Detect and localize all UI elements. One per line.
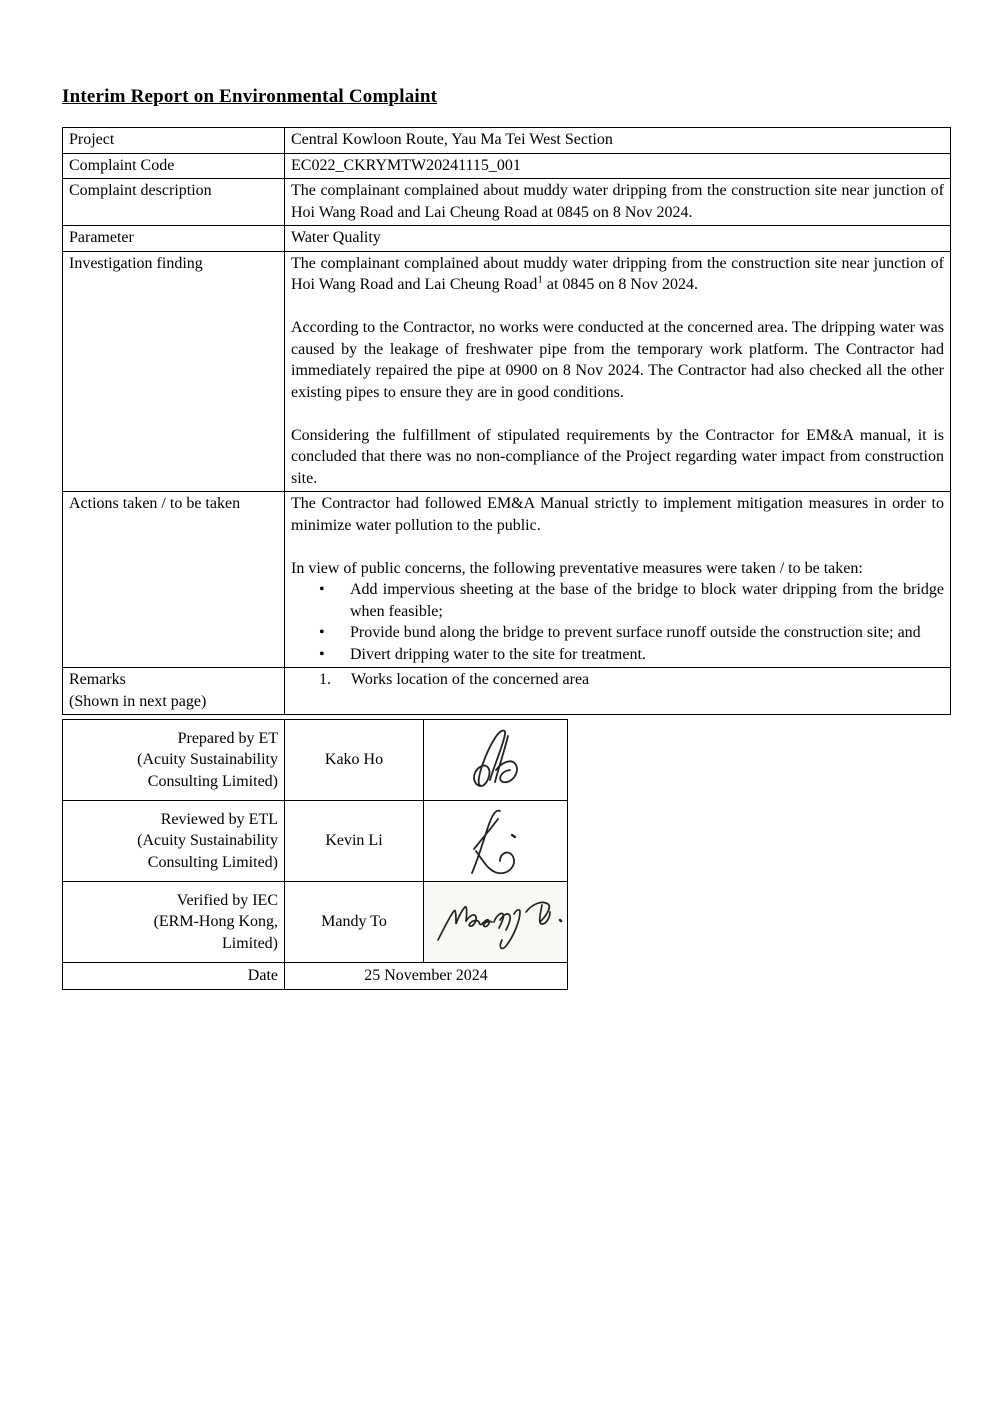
- actions-paragraph-1: The Contractor had followed EM&A Manual strictly to implement mitigation measures in order to minimize water pollution to the public.: [291, 495, 944, 534]
- complaint-description-text: The complainant complained about muddy water dripping from the construction site near junction of Hoi Wang Road and Lai Cheung Road at 0845 on 8 Nov 2024.: [291, 182, 944, 221]
- complaint-code-label: Complaint Code: [63, 153, 285, 179]
- complaint-description-label: Complaint description: [63, 179, 285, 226]
- table-row-complaint-description: [63, 179, 951, 226]
- complaint-code-value: EC022_CKRYMTW20241115_001: [285, 153, 951, 179]
- remarks-value: [285, 668, 951, 715]
- role-line: Consulting Limited): [147, 853, 278, 871]
- investigation-paragraph-1-tail: at 0845 on 8 Nov 2024.: [542, 276, 698, 293]
- remarks-label: [63, 668, 285, 715]
- role-line: Prepared by ET: [177, 729, 278, 747]
- reviewed-by-name: Kevin Li: [285, 801, 424, 882]
- action-bullet-text: Provide bund along the bridge to prevent surface runoff outside the construction site; and: [350, 624, 921, 641]
- role-line: (ERM-Hong Kong,: [153, 913, 278, 931]
- action-bullet-item: [319, 644, 944, 666]
- signature-kevin-li-icon: [436, 803, 556, 879]
- date-value: 25 November 2024: [285, 963, 568, 990]
- parameter-value: Water Quality: [285, 226, 951, 252]
- reviewed-by-signature: [424, 801, 568, 882]
- action-bullet-item: [319, 622, 944, 644]
- role-line: (Acuity Sustainability: [137, 832, 278, 850]
- investigation-finding-label: Investigation finding: [63, 251, 285, 492]
- investigation-finding-value: [285, 251, 951, 492]
- role-line: (Acuity Sustainability: [137, 751, 278, 769]
- action-bullet-text: Add impervious sheeting at the base of the bridge to block water dripping from the bridge when feasible;: [350, 581, 944, 620]
- table-row-complaint-code: [63, 153, 951, 179]
- date-label: Date: [63, 963, 285, 990]
- project-value: Central Kowloon Route, Yau Ma Tei West Section: [285, 128, 951, 154]
- remarks-label-line1: Remarks: [69, 671, 126, 688]
- signature-row-verified: [63, 882, 568, 963]
- signature-row-reviewed: [63, 801, 568, 882]
- role-line: Reviewed by ETL: [160, 810, 278, 828]
- signature-row-date: [63, 963, 568, 990]
- role-line: Limited): [222, 934, 278, 952]
- remarks-item: [319, 669, 944, 691]
- bullet-icon: •: [319, 645, 325, 663]
- page-title: Interim Report on Environmental Complaint: [62, 86, 438, 107]
- prepared-by-role: [63, 720, 285, 801]
- complaint-description-value: [285, 179, 951, 226]
- project-label: Project: [63, 128, 285, 154]
- table-row-investigation-finding: [63, 251, 951, 492]
- role-line: Verified by IEC: [176, 891, 278, 909]
- signature-mandy-to-icon: [430, 886, 568, 958]
- signature-kako-ho-icon: [436, 722, 556, 798]
- table-row-parameter: [63, 226, 951, 252]
- role-line: Consulting Limited): [147, 772, 278, 790]
- document-content: [62, 0, 952, 990]
- signature-row-prepared: [63, 720, 568, 801]
- table-row-remarks: [63, 668, 951, 715]
- investigation-paragraph-1-text: The complainant complained about muddy water dripping from the construction site near junction of Hoi Wang Road and Lai Cheung Road: [291, 254, 944, 293]
- actions-label: Actions taken / to be taken: [63, 492, 285, 668]
- investigation-paragraph-2: According to the Contractor, no works were conducted at the concerned area. The dripping water was caused by the leakage of freshwater pipe from the temporary work platform. The Contractor had immediately repaired the pipe at 0900 on 8 Nov 2024. The Contractor had also checked all the other existing pipes to ensure they are in good conditions.: [291, 319, 944, 401]
- actions-value: [285, 492, 951, 668]
- table-row-actions: [63, 492, 951, 668]
- verified-by-role: [63, 882, 285, 963]
- investigation-paragraph-3: Considering the fulfillment of stipulated requirements by the Contractor for EM&A manual, it is concluded that there was no non-compliance of the Project regarding water impact from construction site.: [291, 426, 944, 487]
- table-row-project: [63, 128, 951, 154]
- actions-paragraph-2: In view of public concerns, the following preventative measures were taken / to be taken:: [291, 559, 863, 577]
- verified-by-name: Mandy To: [285, 882, 424, 963]
- investigation-paragraph-1: [291, 253, 944, 296]
- parameter-label: Parameter: [63, 226, 285, 252]
- action-bullet-item: [319, 579, 944, 622]
- footnote-marker: 1: [537, 273, 543, 286]
- prepared-by-signature: [424, 720, 568, 801]
- prepared-by-name: Kako Ho: [285, 720, 424, 801]
- remarks-label-line2: (Shown in next page): [69, 692, 207, 710]
- remarks-item-number: 1.: [319, 671, 331, 688]
- bullet-icon: •: [319, 581, 325, 598]
- verified-by-signature: [424, 882, 568, 963]
- action-bullet-text: Divert dripping water to the site for treatment.: [350, 645, 646, 663]
- bullet-icon: •: [319, 624, 325, 641]
- signature-table: [62, 719, 568, 990]
- reviewed-by-role: [63, 801, 285, 882]
- report-table: [62, 127, 951, 715]
- remarks-item-text: Works location of the concerned area: [351, 671, 590, 688]
